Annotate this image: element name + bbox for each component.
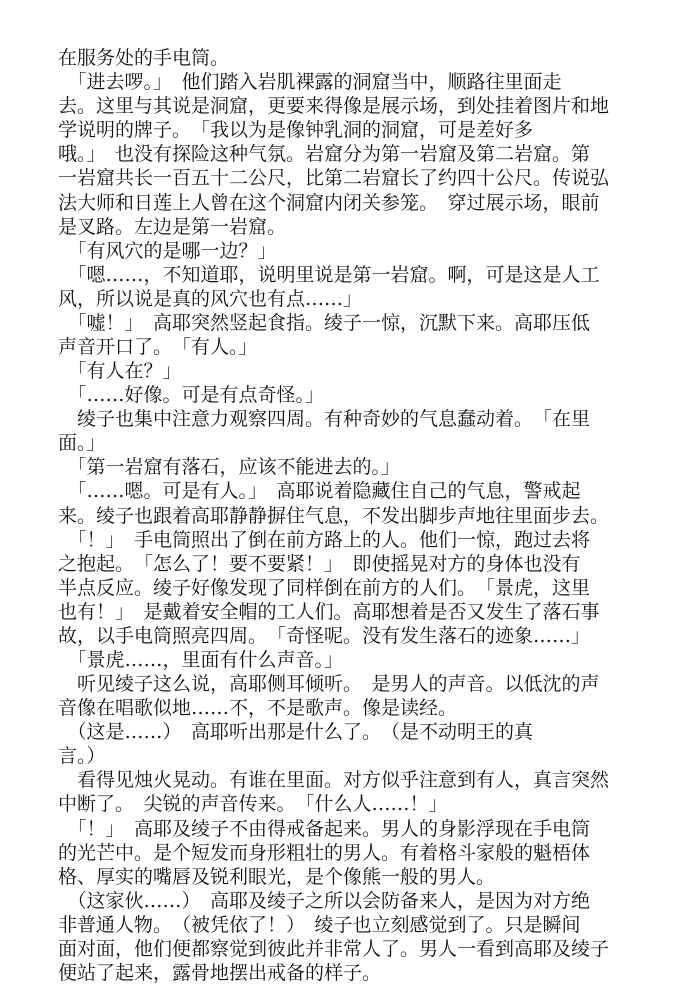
text-line: 面。」 [58, 432, 106, 455]
text-line: 看得见烛火晃动。有谁在里面。对方似乎注意到有人，真言突然 [58, 769, 610, 792]
text-line: 在服务处的手电筒。 [58, 47, 230, 69]
text-line: 言。） [58, 745, 106, 768]
text-line: 「第一岩窟有落石，应该不能进去的。」 [58, 456, 401, 479]
text-line: 「……嗯。可是有人。」 高耶说着隐藏住自己的气息，警戒起 [58, 480, 581, 503]
text-line: 法大师和日莲上人曾在这个洞窟内闭关参笼。 穿过展示场，眼前 [58, 191, 600, 214]
text-line: 音像在唱歌似地……不，不是歌声。像是读经。 [58, 697, 458, 720]
text-line: 听见绫子这么说，高耶侧耳倾听。 是男人的声音。以低沈的声 [58, 673, 600, 695]
text-line: 非普通人物。 （被凭依了！） 绫子也立刻感觉到了。只是瞬间 [58, 913, 581, 936]
text-line: 故，以手电筒照亮四周。 「奇怪呢。没有发生落石的迹象……」 [58, 624, 591, 647]
text-line: 「嘘！」 高耶突然竖起食指。绫子一惊，沉默下来。高耶压低 [58, 311, 591, 334]
text-line: 便站了起来，露骨地摆出戒备的样子。 [58, 961, 382, 984]
text-line: 格、厚实的嘴唇及锐利眼光，是个像熊一般的男人。 [58, 865, 496, 888]
text-line: 风，所以说是真的风穴也有点……」 [58, 287, 363, 310]
text-line: 「进去啰。」 他们踏入岩肌裸露的洞窟当中，顺路往里面走 [58, 71, 562, 94]
text-line: 绫子也集中注意力观察四周。有种奇妙的气息蠢动着。 「在里 [58, 408, 591, 431]
text-line: 来。绫子也跟着高耶静静摒住气息，不发出脚步声地往里面步去。 [58, 504, 610, 527]
text-line: 学说明的牌子。 「我以为是像钟乳洞的洞窟，可是差好多 [58, 119, 534, 142]
text-line: 之抱起。 「怎么了！要不要紧！」 即使摇晃对方的身体也没有 [58, 552, 581, 575]
text-line: 「……好像。可是有点奇怪。」 [58, 384, 325, 407]
text-line: （这是……） 高耶听出那是什么了。 （是不动明王的真 [58, 721, 534, 744]
text-line: 「有人在？」 [58, 360, 182, 382]
text-line: 面对面，他们便都察觉到彼此并非常人了。男人一看到高耶及绫子 [58, 937, 610, 960]
text-line: 一岩窟共长一百五十二公尺，比第二岩窟长了约四十公尺。传说弘 [58, 167, 610, 190]
text-line: 「嗯……，不知道耶，说明里说是第一岩窟。啊，可是这是人工 [58, 263, 600, 286]
text-line: 哦。」 也没有探险这种气氛。岩窟分为第一岩窟及第二岩窟。第 [58, 143, 591, 166]
text-line: 半点反应。绫子好像发现了同样倒在前方的人们。 「景虎，这里 [58, 576, 591, 599]
text-line: 中断了。 尖锐的声音传来。 「什么人……！」 [58, 793, 448, 816]
text-line: 声音开口了。 「有人。」 [58, 335, 258, 358]
text-line: 「！」 高耶及绫子不由得戒备起来。男人的身影浮现在手电筒 [58, 817, 591, 840]
text-line: （这家伙……） 高耶及绫子之所以会防备来人，是因为对方绝 [58, 889, 591, 912]
text-line: 「有风穴的是哪一边？」 [58, 239, 277, 262]
text-line: 也有！」 是戴着安全帽的工人们。高耶想着是否又发生了落石事 [58, 600, 600, 623]
text-line: 「景虎……，里面有什么声音。」 [58, 648, 344, 671]
text-line: 「！」 手电筒照出了倒在前方路上的人。他们一惊，跑过去将 [58, 528, 591, 551]
text-line: 的光芒中。是个短发而身形粗壮的男人。有着格斗家般的魁梧体 [58, 841, 591, 864]
text-line: 去。这里与其说是洞窟，更要来得像是展示场，到处挂着图片和地 [58, 95, 610, 118]
text-line: 是叉路。左边是第一岩窟。 [58, 215, 287, 238]
